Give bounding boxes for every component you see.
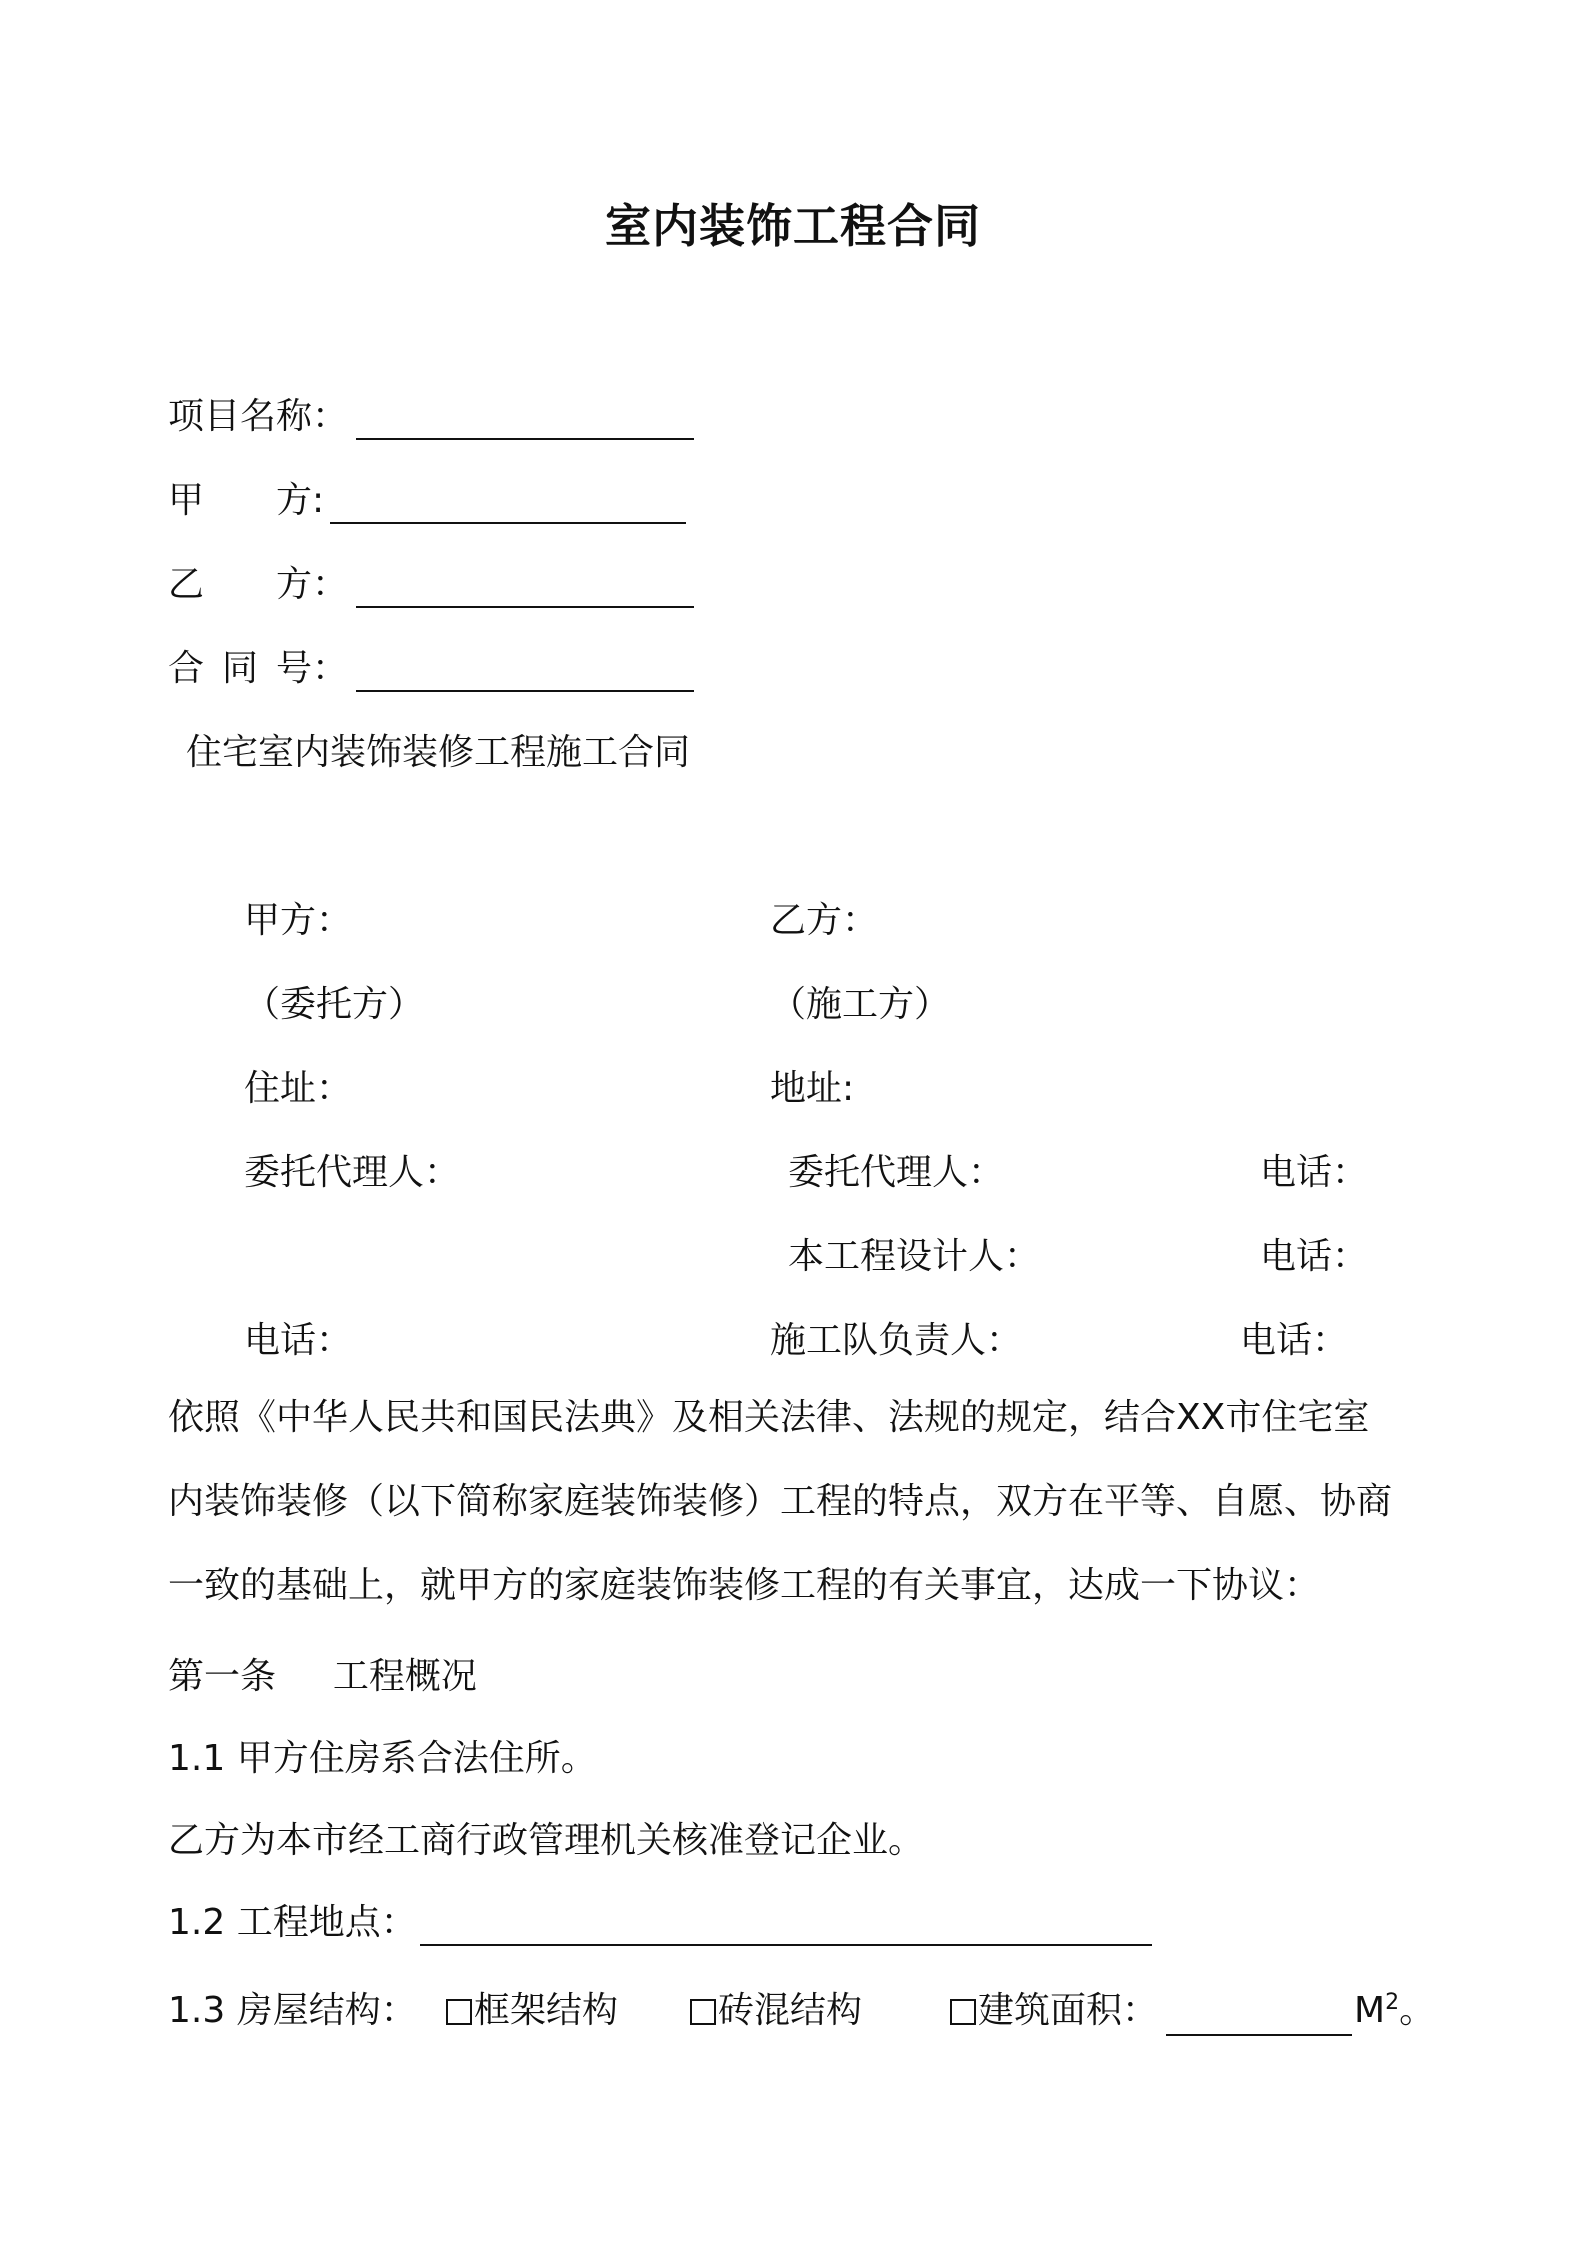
- party-a-label: 甲 方:: [168, 480, 325, 521]
- party-b-agent-label: 委托代理人：: [788, 1152, 1005, 1193]
- contract-no-label: 合 同 号：: [168, 648, 349, 689]
- party-b-label: 乙 方：: [168, 564, 349, 605]
- item-1-2-label: 1.2 工程地点：: [168, 1902, 417, 1943]
- article-1-heading: [168, 1648, 477, 1699]
- preamble-paragraph: [168, 1376, 1438, 1628]
- area-checkbox[interactable]: [950, 1999, 976, 2025]
- brick-structure-checkbox[interactable]: [690, 1999, 716, 2025]
- party-a-name-label: 甲方：: [244, 900, 353, 941]
- area-line[interactable]: [1166, 2034, 1352, 2036]
- party-b-address-label: 地址:: [770, 1068, 855, 1109]
- document-title: 室内装饰工程合同: [605, 199, 981, 253]
- party-a-line[interactable]: [330, 522, 686, 524]
- item-1-1: 1.1 甲方住房系合法住所。: [168, 1738, 597, 1779]
- area-unit-end: 。: [1399, 1990, 1436, 2031]
- brick-structure-option[interactable]: [690, 1982, 862, 2033]
- frame-structure-option[interactable]: [446, 1982, 618, 2033]
- area-unit: [1354, 1982, 1435, 2033]
- area-unit-m: M: [1354, 1990, 1386, 2031]
- party-a-address-label: 住址：: [244, 1068, 353, 1109]
- party-b-line[interactable]: [356, 606, 694, 608]
- article-1-title: 工程概况: [332, 1656, 477, 1697]
- party-a-agent-label: 委托代理人：: [244, 1152, 461, 1193]
- project-name-line[interactable]: [356, 438, 694, 440]
- team-lead-phone-label: 电话：: [1240, 1320, 1349, 1361]
- area-label: 建筑面积：: [978, 1990, 1159, 2031]
- party-b-agent-phone-label: 电话：: [1260, 1152, 1369, 1193]
- area-unit-sup: 2: [1385, 1990, 1400, 2015]
- project-location-line[interactable]: [420, 1944, 1152, 1946]
- team-lead-label: 施工队负责人：: [770, 1320, 1023, 1361]
- preamble-line-3: 一致的基础上，就甲方的家庭装饰装修工程的有关事宜，达成一下协议：: [168, 1565, 1321, 1606]
- article-1-number: 第一条: [168, 1656, 277, 1697]
- frame-structure-text: 框架结构: [474, 1990, 619, 2031]
- item-1-3-label: 1.3 房屋结构：: [168, 1990, 417, 2031]
- party-b-role: （施工方）: [770, 984, 951, 1025]
- preamble-line-1: 依照《中华人民共和国民法典》及相关法律、法规的规定，结合XX市住宅室: [168, 1397, 1370, 1438]
- contract-no-line[interactable]: [356, 690, 694, 692]
- area-option[interactable]: [950, 1982, 1158, 2033]
- frame-structure-checkbox[interactable]: [446, 1999, 472, 2025]
- party-b-name-label: 乙方：: [770, 900, 879, 941]
- item-1-1-b: 乙方为本市经工商行政管理机关核准登记企业。: [168, 1820, 925, 1861]
- subtitle: 住宅室内装饰装修工程施工合同: [186, 732, 691, 773]
- preamble-line-2: 内装饰装修（以下简称家庭装饰装修）工程的特点，双方在平等、自愿、协商: [168, 1481, 1393, 1522]
- brick-structure-text: 砖混结构: [718, 1990, 863, 2031]
- project-name-label: 项目名称：: [168, 396, 349, 437]
- designer-label: 本工程设计人：: [788, 1236, 1041, 1277]
- designer-phone-label: 电话：: [1260, 1236, 1369, 1277]
- party-a-role: （委托方）: [244, 984, 425, 1025]
- party-a-phone-label: 电话：: [244, 1320, 353, 1361]
